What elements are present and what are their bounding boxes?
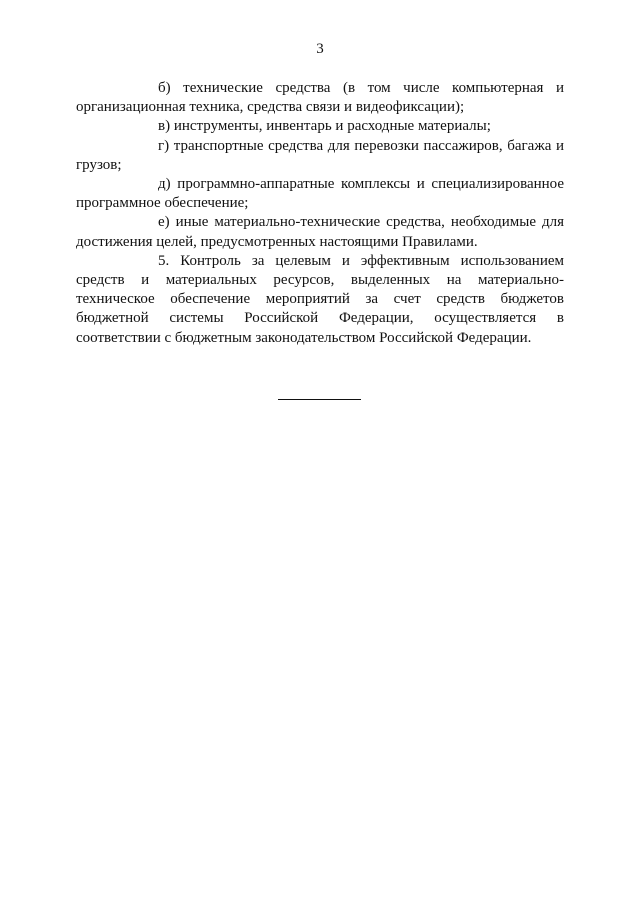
page-number: 3 bbox=[316, 41, 324, 57]
section-number: 5. bbox=[158, 252, 170, 269]
document-body bbox=[76, 79, 564, 348]
item-label: в) bbox=[158, 118, 171, 135]
end-divider bbox=[278, 399, 361, 400]
item-text: инструменты, инвентарь и расходные материалы; bbox=[173, 118, 491, 135]
list-item-e bbox=[76, 213, 564, 251]
item-text: транспортные средства для перевозки пассажиров, багажа и грузов; bbox=[76, 137, 565, 173]
item-label: б) bbox=[158, 80, 171, 96]
item-label: е) bbox=[158, 214, 170, 231]
list-item-v bbox=[76, 117, 564, 136]
list-item-g bbox=[76, 137, 564, 175]
list-item-d bbox=[76, 175, 564, 213]
item-text: иные материально-технические средства, необходимые для достижения целей, предусмотренных настоящими Правилами. bbox=[76, 214, 564, 250]
list-item-b bbox=[76, 79, 564, 117]
section-text: Контроль за целевым и эффективным использованием средств и материальных ресурсов, выделенных на материально-техническое обеспечение мероприятий за счет средств бюджетов бюджетной системы Российской Федерации, осуществляется в соответствии с бюджетным законодательством Российской Федерации. bbox=[76, 252, 564, 346]
item-label: д) bbox=[158, 176, 171, 193]
item-text: программно-аппаратные комплексы и специализированное программное обеспечение; bbox=[76, 176, 565, 212]
item-text: технические средства (в том числе компьютерная и организационная техника, средства связи и видеофиксации); bbox=[76, 80, 565, 116]
section-5-paragraph bbox=[76, 252, 564, 348]
item-label: г) bbox=[158, 137, 170, 154]
